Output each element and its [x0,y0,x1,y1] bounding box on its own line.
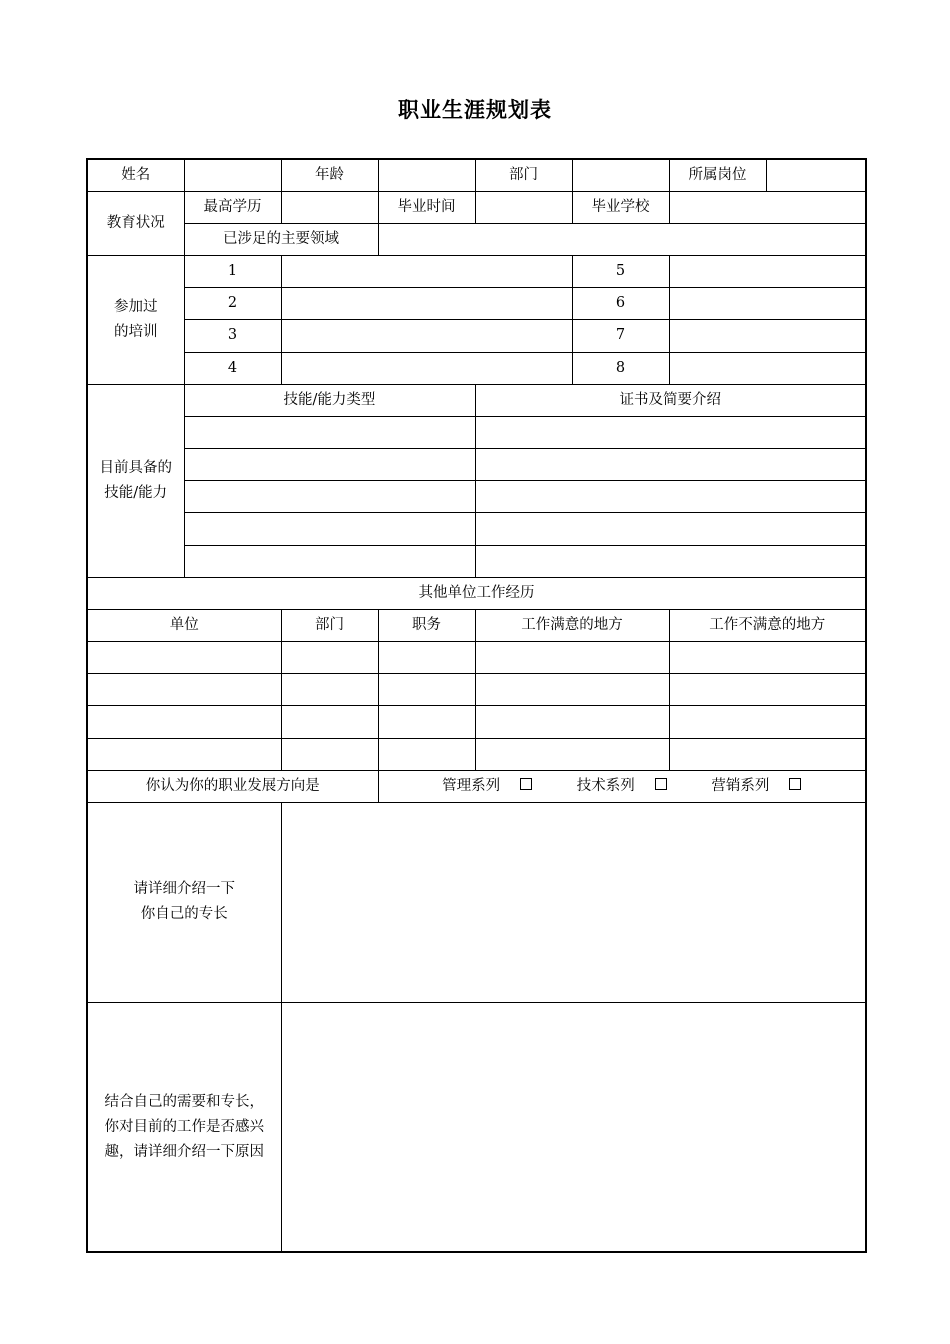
option-technical[interactable] [567,778,677,794]
table-row [87,642,866,674]
training-field-4[interactable] [281,352,572,384]
skill-type-header: 技能/能力类型 [184,384,475,416]
training-label-line1: 参加过 [114,298,158,315]
page-title: 职业生涯规划表 [398,98,552,122]
table-row [87,738,866,770]
work-dept-field[interactable] [281,706,378,738]
training-field-5[interactable] [669,256,866,288]
option-sales[interactable] [701,778,811,794]
skills-label-line2: 技能/能力 [104,484,168,501]
work-dept-field[interactable] [281,674,378,706]
work-unsatisfied-field[interactable] [669,642,866,674]
interest-field[interactable] [281,1003,866,1252]
fields-field[interactable] [378,223,866,255]
work-unsatisfied-field[interactable] [669,738,866,770]
cert-field[interactable] [475,416,866,448]
specialty-label-line2: 你自己的专长 [140,906,228,923]
interest-label [87,1003,281,1252]
career-plan-form [86,158,867,1253]
work-satisfied-header: 工作满意的地方 [475,609,669,641]
work-role-header: 职务 [378,609,475,641]
table-row [87,706,866,738]
work-satisfied-field[interactable] [475,738,669,770]
highest-degree-field[interactable] [281,191,378,223]
training-field-1[interactable] [281,256,572,288]
option-sales-label: 营销系列 [711,777,770,794]
option-technical-label: 技术系列 [576,777,635,794]
skills-label [87,384,184,577]
work-unsatisfied-header: 工作不满意的地方 [669,609,866,641]
highest-degree-label: 最高学历 [184,191,281,223]
training-label-line2: 的培训 [114,323,158,340]
work-role-field[interactable] [378,642,475,674]
work-satisfied-field[interactable] [475,642,669,674]
work-unit-field[interactable] [87,706,281,738]
position-label: 所属岗位 [669,159,766,191]
training-num-2: 2 [184,288,281,320]
direction-question: 你认为你的职业发展方向是 [87,770,378,802]
dept-label: 部门 [475,159,572,191]
education-label: 教育状况 [87,191,184,255]
skill-type-field[interactable] [184,449,475,481]
work-unit-field[interactable] [87,738,281,770]
other-work-title: 其他单位工作经历 [87,577,866,609]
work-unsatisfied-field[interactable] [669,674,866,706]
age-label: 年龄 [281,159,378,191]
interest-label-line3: 趣，请详细介绍一下原因 [104,1143,264,1160]
skill-type-field[interactable] [184,416,475,448]
work-unit-field[interactable] [87,674,281,706]
work-unit-header: 单位 [87,609,281,641]
training-num-1: 1 [184,256,281,288]
skill-type-field[interactable] [184,513,475,545]
specialty-label-line1: 请详细介绍一下 [133,881,235,898]
name-field[interactable] [184,159,281,191]
cert-field[interactable] [475,545,866,577]
checkbox-technical[interactable] [655,778,667,790]
interest-label-line2: 你对目前的工作是否感兴 [104,1118,264,1135]
name-label: 姓名 [87,159,184,191]
age-field[interactable] [378,159,475,191]
fields-label: 已涉足的主要领域 [184,223,378,255]
position-field[interactable] [766,159,866,191]
cert-field[interactable] [475,513,866,545]
work-role-field[interactable] [378,738,475,770]
training-label [87,256,184,385]
work-unsatisfied-field[interactable] [669,706,866,738]
checkbox-management[interactable] [520,778,532,790]
option-management[interactable] [432,778,542,794]
work-dept-field[interactable] [281,642,378,674]
training-field-3[interactable] [281,320,572,352]
skill-type-field[interactable] [184,545,475,577]
school-field[interactable] [669,191,866,223]
interest-label-line1: 结合自己的需要和专长， [104,1093,264,1110]
training-field-2[interactable] [281,288,572,320]
checkbox-sales[interactable] [789,778,801,790]
direction-options [378,770,866,802]
training-num-4: 4 [184,352,281,384]
training-field-6[interactable] [669,288,866,320]
work-dept-field[interactable] [281,738,378,770]
school-label: 毕业学校 [572,191,669,223]
grad-time-label: 毕业时间 [378,191,475,223]
cert-field[interactable] [475,481,866,513]
dept-field[interactable] [572,159,669,191]
work-unit-field[interactable] [87,642,281,674]
skill-type-field[interactable] [184,481,475,513]
training-num-3: 3 [184,320,281,352]
training-num-8: 8 [572,352,669,384]
training-num-7: 7 [572,320,669,352]
table-row [87,674,866,706]
training-field-8[interactable] [669,352,866,384]
grad-time-field[interactable] [475,191,572,223]
option-management-label: 管理系列 [442,777,501,794]
cert-header: 证书及简要介绍 [475,384,866,416]
work-satisfied-field[interactable] [475,674,669,706]
work-satisfied-field[interactable] [475,706,669,738]
training-num-5: 5 [572,256,669,288]
work-role-field[interactable] [378,706,475,738]
training-field-7[interactable] [669,320,866,352]
specialty-field[interactable] [281,802,866,1002]
work-dept-header: 部门 [281,609,378,641]
training-num-6: 6 [572,288,669,320]
work-role-field[interactable] [378,674,475,706]
skills-label-line1: 目前具备的 [99,459,172,476]
cert-field[interactable] [475,449,866,481]
specialty-label [87,802,281,1002]
